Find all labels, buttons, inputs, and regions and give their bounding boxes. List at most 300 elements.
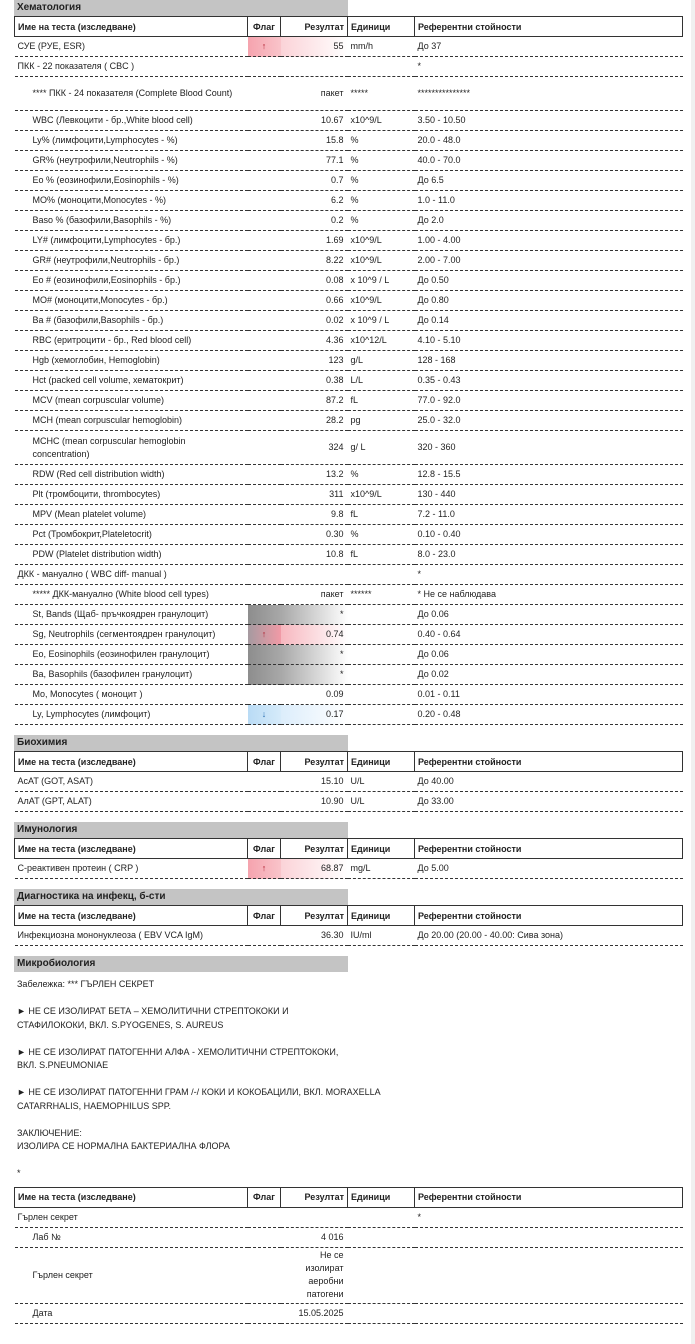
units-cell: fL: [348, 545, 415, 565]
reference-cell: 3.50 - 10.50: [415, 111, 683, 131]
units-cell: [348, 665, 415, 685]
table-row: [15, 1303, 683, 1323]
table-row: [15, 926, 683, 946]
column-header-flag: Флаг: [248, 752, 281, 772]
table-row: [15, 705, 683, 725]
section-header: Биохимия: [14, 735, 348, 751]
table-row: [15, 465, 683, 485]
units-cell: x10^9/L: [348, 111, 415, 131]
column-header-reference: Референтни стойности: [415, 839, 683, 859]
table-row: [15, 171, 683, 191]
table-row: [15, 131, 683, 151]
test-name-cell: СУЕ (РУЕ, ESR): [15, 37, 248, 57]
units-cell: g/ L: [348, 431, 415, 465]
column-header-flag: Флаг: [248, 17, 281, 37]
flag-cell: [248, 191, 281, 211]
reference-cell: До 0.06: [415, 605, 683, 625]
result-cell: 9.8: [281, 505, 348, 525]
result-cell: 6.2: [281, 191, 348, 211]
column-header-result: Резултат: [281, 839, 348, 859]
flag-cell: [248, 465, 281, 485]
microbiology-section: [14, 956, 682, 1324]
units-cell: L/L: [348, 371, 415, 391]
result-cell: 0.38: [281, 371, 348, 391]
test-name-cell: MO% (моноцити,Monocytes - %): [15, 191, 248, 211]
reference-cell: 128 - 168: [415, 351, 683, 371]
test-name-cell: С-реактивен протеин ( CRP ): [15, 859, 248, 879]
reference-cell: * Не се наблюдава: [415, 585, 683, 605]
test-name-cell: Eo # (еозинофили,Eosinophils - бр.): [15, 271, 248, 291]
units-cell: x 10^9 / L: [348, 311, 415, 331]
results-table: [14, 838, 683, 879]
units-cell: [348, 705, 415, 725]
result-cell: 0.09: [281, 685, 348, 705]
flag-cell: [248, 331, 281, 351]
flag-cell: [248, 151, 281, 171]
table-row: [15, 525, 683, 545]
flag-cell: [248, 431, 281, 465]
result-cell: 8.22: [281, 251, 348, 271]
flag-cell: [248, 231, 281, 251]
result-cell: 4 016: [281, 1227, 348, 1247]
test-name-cell: MCH (mean corpuscular hemoglobin): [15, 411, 248, 431]
units-cell: [348, 685, 415, 705]
results-table: [14, 16, 683, 725]
column-header-units: Единици: [348, 1187, 415, 1207]
units-cell: [348, 1247, 415, 1303]
reference-cell: 20.0 - 48.0: [415, 131, 683, 151]
reference-cell: До 20.00 (20.00 - 40.00: Сива зона): [415, 926, 683, 946]
section-header: Диагностика на инфекц, б-сти: [14, 889, 348, 905]
units-cell: x10^9/L: [348, 231, 415, 251]
flag-cell: [248, 772, 281, 792]
column-header-name: Име на теста (изследване): [15, 906, 248, 926]
reference-cell: До 0.80: [415, 291, 683, 311]
column-header-name: Име на теста (изследване): [15, 752, 248, 772]
result-cell: 0.17: [281, 705, 348, 725]
table-row: [15, 485, 683, 505]
units-cell: x 10^9 / L: [348, 271, 415, 291]
flag-cell: [248, 585, 281, 605]
test-name-cell: Ba, Basophils (базофилен гранулоцит): [15, 665, 248, 685]
result-cell: 0.02: [281, 311, 348, 331]
flag-cell: [248, 525, 281, 545]
reference-cell: 0.10 - 0.40: [415, 525, 683, 545]
table-header-row: [15, 17, 683, 37]
microbiology-note-paragraph: ► НЕ СЕ ИЗОЛИРАТ БЕТА – ХЕМОЛИТИЧНИ СТРЕПТОКОКИ И СТАФИЛОКОКИ, ВКЛ. S.PYOGENES, S. AUREUS: [17, 1006, 289, 1030]
units-cell: %: [348, 525, 415, 545]
result-cell: 4.36: [281, 331, 348, 351]
result-cell: 55: [281, 37, 348, 57]
test-name-cell: St, Bands (Щаб- пръчкоядрен гранулоцит): [15, 605, 248, 625]
reference-cell: [415, 1303, 683, 1323]
reference-cell: [415, 1247, 683, 1303]
flag-cell: [248, 291, 281, 311]
units-cell: IU/ml: [348, 926, 415, 946]
flag-cell: [248, 251, 281, 271]
test-name-cell: RBC (еритроцити - бр., Red blood cell): [15, 331, 248, 351]
flag-cell: [248, 391, 281, 411]
test-name-cell: Лаб №: [15, 1227, 248, 1247]
test-name-cell: Ly, Lymphocytes (лимфоцит): [15, 705, 248, 725]
reference-cell: 320 - 360: [415, 431, 683, 465]
result-cell: *: [281, 645, 348, 665]
test-name-cell: Дата: [15, 1303, 248, 1323]
column-header-units: Единици: [348, 839, 415, 859]
section-header-microbiology: Микробиология: [14, 956, 348, 972]
column-header-flag: Флаг: [248, 839, 281, 859]
table-header-row: [15, 1187, 683, 1207]
units-cell: %: [348, 171, 415, 191]
microbiology-note-paragraph: ► НЕ СЕ ИЗОЛИРАТ ПАТОГЕННИ АЛФА - ХЕМОЛИТИЧНИ СТРЕПТОКОКИ, ВКЛ. S.PNEUMONIAE: [17, 1046, 339, 1070]
result-cell: 15.05.2025: [281, 1303, 348, 1323]
flag-cell: ↑: [248, 859, 281, 879]
reference-cell: 1.0 - 11.0: [415, 191, 683, 211]
flag-cell: ↓: [248, 705, 281, 725]
reference-cell: 0.20 - 0.48: [415, 705, 683, 725]
reference-cell: 0.40 - 0.64: [415, 625, 683, 645]
flag-cell: [248, 1303, 281, 1323]
flag-cell: [248, 926, 281, 946]
table-row: [15, 545, 683, 565]
test-name-cell: Mo, Monocytes ( моноцит ): [15, 685, 248, 705]
microbiology-note-paragraph: *: [17, 1168, 21, 1178]
table-row: [15, 772, 683, 792]
units-cell: fL: [348, 391, 415, 411]
column-header-result: Резултат: [281, 752, 348, 772]
units-cell: U/L: [348, 772, 415, 792]
flag-cell: [248, 1247, 281, 1303]
vertical-scrollbar[interactable]: [691, 0, 695, 1344]
units-cell: pg: [348, 411, 415, 431]
reference-cell: 1.00 - 4.00: [415, 231, 683, 251]
table-row: [15, 231, 683, 251]
result-cell: 0.66: [281, 291, 348, 311]
reference-cell: 7.2 - 11.0: [415, 505, 683, 525]
microbiology-note-paragraph: ЗАКЛЮЧЕНИЕ: ИЗОЛИРА СЕ НОРМАЛНА БАКТЕРИАЛНА ФЛОРА: [17, 1127, 230, 1151]
flag-cell: ↑: [248, 625, 281, 645]
result-cell: 0.08: [281, 271, 348, 291]
flag-cell: [248, 131, 281, 151]
table-row: [15, 859, 683, 879]
table-header-row: [15, 839, 683, 859]
test-name-cell: GR% (неутрофили,Neutrophils - %): [15, 151, 248, 171]
flag-cell: [248, 685, 281, 705]
units-cell: *****: [348, 77, 415, 111]
flag-cell: [248, 665, 281, 685]
units-cell: [348, 605, 415, 625]
report-section: [14, 0, 682, 735]
report-section: [14, 822, 682, 889]
units-cell: x10^9/L: [348, 485, 415, 505]
reference-cell: 0.01 - 0.11: [415, 685, 683, 705]
result-cell: 0.30: [281, 525, 348, 545]
microbiology-notes: [14, 972, 682, 1187]
flag-cell: ↑: [248, 37, 281, 57]
result-cell: 36.30: [281, 926, 348, 946]
test-name-cell: LY# (лимфоцити,Lymphocytes - бр.): [15, 231, 248, 251]
reference-cell: *: [415, 565, 683, 585]
test-name-cell: Pct (Тромбокрит,Plateletocrit): [15, 525, 248, 545]
microbiology-note-paragraph: ► НЕ СЕ ИЗОЛИРАТ ПАТОГЕННИ ГРАМ /-/ КОКИ И КОКОБАЦИЛИ, ВКЛ. MORAXELLA CATARRHALIS, HAEMOPHILUS SPP.: [17, 1087, 381, 1111]
units-cell: x10^9/L: [348, 251, 415, 271]
table-row: [15, 291, 683, 311]
result-cell: 28.2: [281, 411, 348, 431]
table-row: [15, 1247, 683, 1303]
test-name-cell: ***** ДКК-мануално (White blood cell types): [15, 585, 248, 605]
column-header-result: Резултат: [281, 906, 348, 926]
result-cell: 77.1: [281, 151, 348, 171]
test-name-cell: AлAT (GPT, ALAT): [15, 792, 248, 812]
reference-cell: До 6.5: [415, 171, 683, 191]
column-header-units: Единици: [348, 906, 415, 926]
table-row: [15, 111, 683, 131]
test-name-cell: GR# (неутрофили,Neutrophils - бр.): [15, 251, 248, 271]
test-name-cell: Eo, Eosinophils (еозинофилен гранулоцит): [15, 645, 248, 665]
column-header-result: Резултат: [281, 17, 348, 37]
reference-cell: До 0.14: [415, 311, 683, 331]
table-row: [15, 1227, 683, 1247]
results-table: [14, 751, 683, 812]
result-cell: 324: [281, 431, 348, 465]
result-cell: 13.2: [281, 465, 348, 485]
test-name-cell: Hct (packed cell volume, хематокрит): [15, 371, 248, 391]
reference-cell: До 40.00: [415, 772, 683, 792]
table-row: [15, 151, 683, 171]
result-cell: [281, 1207, 348, 1227]
microbiology-note-paragraph: Забележка: *** ГЪРЛЕН СЕКРЕТ: [17, 979, 155, 989]
test-name-cell: Инфекциозна мононуклеоза ( EBV VCA IgM): [15, 926, 248, 946]
reference-cell: 4.10 - 5.10: [415, 331, 683, 351]
flag-cell: [248, 565, 281, 585]
result-cell: 10.90: [281, 792, 348, 812]
table-row: [15, 565, 683, 585]
test-name-cell: RDW (Red cell distribution width): [15, 465, 248, 485]
units-cell: [348, 625, 415, 645]
flag-cell: [248, 77, 281, 111]
table-row: [15, 251, 683, 271]
reference-cell: До 33.00: [415, 792, 683, 812]
reference-cell: [415, 1227, 683, 1247]
test-name-cell: Гърлен секрет: [15, 1247, 248, 1303]
flag-cell: [248, 371, 281, 391]
reference-cell: До 0.50: [415, 271, 683, 291]
test-name-cell: MCHC (mean corpuscular hemoglobin concentration): [15, 431, 248, 465]
units-cell: %: [348, 211, 415, 231]
reference-cell: До 2.0: [415, 211, 683, 231]
reference-cell: 12.8 - 15.5: [415, 465, 683, 485]
result-cell: 1.69: [281, 231, 348, 251]
flag-cell: [248, 211, 281, 231]
flag-cell: [248, 792, 281, 812]
lab-report: [14, 0, 682, 1324]
table-row: [15, 431, 683, 465]
units-cell: mm/h: [348, 37, 415, 57]
result-cell: 68.87: [281, 859, 348, 879]
flag-cell: [248, 1227, 281, 1247]
table-row: [15, 211, 683, 231]
table-row: [15, 585, 683, 605]
table-row: [15, 191, 683, 211]
test-name-cell: Sg, Neutrophils (сегментоядрен гранулоцит): [15, 625, 248, 645]
report-section: [14, 735, 682, 822]
test-name-cell: MPV (Mean platelet volume): [15, 505, 248, 525]
result-cell: 10.8: [281, 545, 348, 565]
reference-cell: До 0.06: [415, 645, 683, 665]
result-cell: 87.2: [281, 391, 348, 411]
report-sections: [14, 0, 682, 956]
table-row: [15, 391, 683, 411]
reference-cell: До 0.02: [415, 665, 683, 685]
result-cell: *: [281, 665, 348, 685]
test-name-cell: Eo % (еозинофили,Eosinophils - %): [15, 171, 248, 191]
column-header-reference: Референтни стойности: [415, 752, 683, 772]
result-cell: 311: [281, 485, 348, 505]
flag-cell: [248, 605, 281, 625]
result-cell: 0.2: [281, 211, 348, 231]
column-header-flag: Флаг: [248, 1187, 281, 1207]
result-cell: 15.10: [281, 772, 348, 792]
test-name-cell: Baso % (базофили,Basophils - %): [15, 211, 248, 231]
flag-cell: [248, 505, 281, 525]
units-cell: [348, 1227, 415, 1247]
flag-cell: [248, 545, 281, 565]
result-cell: *: [281, 605, 348, 625]
flag-cell: [248, 111, 281, 131]
test-name-cell: MO# (моноцити,Monocytes - бр.): [15, 291, 248, 311]
column-header-reference: Референтни стойности: [415, 1187, 683, 1207]
flag-cell: [248, 411, 281, 431]
table-row: [15, 665, 683, 685]
units-cell: x10^9/L: [348, 291, 415, 311]
column-header-units: Единици: [348, 752, 415, 772]
table-row: [15, 1207, 683, 1227]
column-header-flag: Флаг: [248, 906, 281, 926]
flag-cell: [248, 271, 281, 291]
table-row: [15, 57, 683, 77]
table-row: [15, 685, 683, 705]
flag-cell: [248, 645, 281, 665]
section-header: Хематология: [14, 0, 348, 16]
results-table: [14, 905, 683, 946]
units-cell: %: [348, 465, 415, 485]
table-row: [15, 605, 683, 625]
reference-cell: ***************: [415, 77, 683, 111]
result-cell: 123: [281, 351, 348, 371]
table-header-row: [15, 906, 683, 926]
units-cell: %: [348, 151, 415, 171]
flag-cell: [248, 351, 281, 371]
reference-cell: 40.0 - 70.0: [415, 151, 683, 171]
table-row: [15, 411, 683, 431]
test-name-cell: ПКК - 22 показателя ( CBC ): [15, 57, 248, 77]
table-row: [15, 371, 683, 391]
table-row: [15, 271, 683, 291]
flag-cell: [248, 1207, 281, 1227]
column-header-reference: Референтни стойности: [415, 17, 683, 37]
result-cell: Не се изолират аеробни патогени: [281, 1247, 348, 1303]
test-name-cell: Гърлен секрет: [15, 1207, 248, 1227]
reference-cell: 2.00 - 7.00: [415, 251, 683, 271]
table-row: [15, 331, 683, 351]
column-header-name: Име на теста (изследване): [15, 1187, 248, 1207]
result-cell: 15.8: [281, 131, 348, 151]
flag-cell: [248, 485, 281, 505]
test-name-cell: **** ПКК - 24 показателя (Complete Blood Count): [15, 77, 248, 111]
result-cell: 10.67: [281, 111, 348, 131]
test-name-cell: AcAT (GOT, ASAT): [15, 772, 248, 792]
result-cell: 0.74: [281, 625, 348, 645]
units-cell: U/L: [348, 792, 415, 812]
test-name-cell: ДКК - мануално ( WBC diff- manual ): [15, 565, 248, 585]
reference-cell: *: [415, 1207, 683, 1227]
flag-cell: [248, 171, 281, 191]
test-name-cell: Ba # (базофили,Basophils - бр.): [15, 311, 248, 331]
result-cell: [281, 57, 348, 77]
test-name-cell: WBC (Левкоцити - бр.,White blood cell): [15, 111, 248, 131]
reference-cell: 0.35 - 0.43: [415, 371, 683, 391]
test-name-cell: Ly% (лимфоцити,Lymphocytes - %): [15, 131, 248, 151]
table-row: [15, 37, 683, 57]
reference-cell: До 5.00: [415, 859, 683, 879]
reference-cell: *: [415, 57, 683, 77]
units-cell: [348, 645, 415, 665]
units-cell: g/L: [348, 351, 415, 371]
column-header-name: Име на теста (изследване): [15, 839, 248, 859]
reference-cell: 8.0 - 23.0: [415, 545, 683, 565]
column-header-name: Име на теста (изследване): [15, 17, 248, 37]
table-row: [15, 311, 683, 331]
section-header: Имунология: [14, 822, 348, 838]
units-cell: %: [348, 131, 415, 151]
units-cell: x10^12/L: [348, 331, 415, 351]
reference-cell: 77.0 - 92.0: [415, 391, 683, 411]
table-header-row: [15, 752, 683, 772]
table-row: [15, 351, 683, 371]
table-row: [15, 77, 683, 111]
test-name-cell: Hgb (хемоглобин, Hemoglobin): [15, 351, 248, 371]
column-header-units: Единици: [348, 17, 415, 37]
table-row: [15, 505, 683, 525]
table-row: [15, 645, 683, 665]
test-name-cell: PDW (Platelet distribution width): [15, 545, 248, 565]
table-row: [15, 792, 683, 812]
units-cell: [348, 565, 415, 585]
table-row: [15, 625, 683, 645]
units-cell: mg/L: [348, 859, 415, 879]
flag-cell: [248, 57, 281, 77]
units-cell: fL: [348, 505, 415, 525]
results-table-microbiology: [14, 1187, 683, 1324]
units-cell: [348, 1303, 415, 1323]
column-header-result: Резултат: [281, 1187, 348, 1207]
units-cell: ******: [348, 585, 415, 605]
result-cell: [281, 565, 348, 585]
test-name-cell: MCV (mean corpuscular volume): [15, 391, 248, 411]
test-name-cell: Plt (тромбоцити, thrombocytes): [15, 485, 248, 505]
reference-cell: 25.0 - 32.0: [415, 411, 683, 431]
result-cell: пакет: [281, 585, 348, 605]
reference-cell: До 37: [415, 37, 683, 57]
flag-cell: [248, 311, 281, 331]
report-section: [14, 889, 682, 956]
units-cell: %: [348, 191, 415, 211]
column-header-reference: Референтни стойности: [415, 906, 683, 926]
result-cell: 0.7: [281, 171, 348, 191]
reference-cell: 130 - 440: [415, 485, 683, 505]
units-cell: [348, 1207, 415, 1227]
units-cell: [348, 57, 415, 77]
